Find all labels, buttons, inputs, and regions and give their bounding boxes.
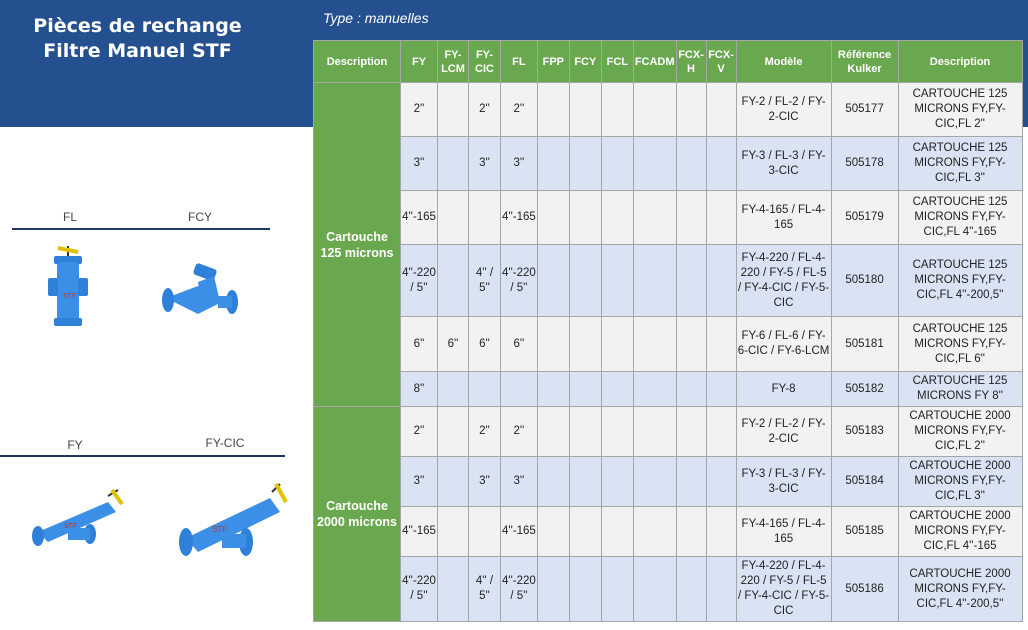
cell-desc: CARTOUCHE 2000 MICRONS FY,FY-CIC,FL 4''-200,5'' [898, 557, 1022, 622]
cell-fy-cic: 3'' [469, 137, 501, 191]
col-header-fcadm: FCADM [633, 41, 676, 83]
cell-fpp [537, 137, 569, 191]
cell-fy: 8'' [401, 372, 438, 407]
cell-fcx-v [706, 407, 736, 457]
cell-modele: FY-4-165 / FL-4-165 [736, 507, 831, 557]
cell-ref: 505186 [831, 557, 898, 622]
cell-fcadm [633, 407, 676, 457]
cell-fcx-h [676, 191, 706, 245]
cell-ref: 505184 [831, 457, 898, 507]
cell-fcx-h [676, 83, 706, 137]
cell-fy-lcm [438, 407, 469, 457]
table-row [314, 557, 1023, 622]
cell-fy-lcm [438, 372, 469, 407]
cell-fy: 2'' [401, 407, 438, 457]
cell-modele: FY-8 [736, 372, 831, 407]
cell-fcadm [633, 317, 676, 372]
cell-fcl [601, 507, 633, 557]
product-label-fy-cic: FY-CIC [205, 436, 245, 450]
col-header-fy-cic: FY-CIC [469, 41, 501, 83]
cell-fy-cic: 2'' [469, 83, 501, 137]
cell-fcx-v [706, 457, 736, 507]
col-header-reference: Référence Kulker [831, 41, 898, 83]
fl-filter-image [38, 242, 98, 334]
col-header-fcx-h: FCX-H [676, 41, 706, 83]
cell-fy-lcm [438, 457, 469, 507]
cell-fl: 4''-220 / 5'' [501, 245, 538, 317]
product-label-fy: FY [67, 438, 83, 452]
cell-modele: FY-3 / FL-3 / FY-3-CIC [736, 137, 831, 191]
cell-modele: FY-4-165 / FL-4-165 [736, 191, 831, 245]
cell-fcx-v [706, 372, 736, 407]
cell-ref: 505183 [831, 407, 898, 457]
cell-fy-lcm [438, 83, 469, 137]
col-header-fy: FY [401, 41, 438, 83]
table-row [314, 507, 1023, 557]
cell-ref: 505181 [831, 317, 898, 372]
cell-fcx-v [706, 191, 736, 245]
cell-fcy [569, 245, 601, 317]
cell-modele: FY-6 / FL-6 / FY-6-CIC / FY-6-LCM [736, 317, 831, 372]
cell-fcx-v [706, 137, 736, 191]
cell-fpp [537, 245, 569, 317]
cell-fcl [601, 83, 633, 137]
cell-ref: 505178 [831, 137, 898, 191]
cell-fy-cic: 3'' [469, 457, 501, 507]
cell-fcy [569, 317, 601, 372]
cell-fpp [537, 83, 569, 137]
cell-fcx-v [706, 507, 736, 557]
cell-fy: 2'' [401, 83, 438, 137]
cell-fy-lcm [438, 245, 469, 317]
cell-fl: 3'' [501, 457, 538, 507]
cell-fl: 2'' [501, 83, 538, 137]
cell-fpp [537, 407, 569, 457]
cell-fy-cic: 2'' [469, 407, 501, 457]
cell-fpp [537, 317, 569, 372]
cell-fy: 4''-165 [401, 507, 438, 557]
cell-fcadm [633, 457, 676, 507]
cell-fy-lcm: 6'' [438, 317, 469, 372]
cell-modele: FY-4-220 / FL-4-220 / FY-5 / FL-5 / FY-4-CIC / FY-5-CIC [736, 245, 831, 317]
group-label-cell: Cartouche 2000 microns [314, 407, 401, 622]
cell-fl: 2'' [501, 407, 538, 457]
cell-fcadm [633, 83, 676, 137]
cell-desc: CARTOUCHE 125 MICRONS FY 8'' [898, 372, 1022, 407]
divider-top [12, 228, 270, 230]
cell-fl: 4''-165 [501, 191, 538, 245]
cell-fcy [569, 137, 601, 191]
cell-fy-cic [469, 372, 501, 407]
cell-fcx-v [706, 317, 736, 372]
cell-fcy [569, 83, 601, 137]
col-header-modele: Modèle [736, 41, 831, 83]
cell-fcadm [633, 507, 676, 557]
cell-fcy [569, 407, 601, 457]
table-row [314, 372, 1023, 407]
cell-modele: FY-2 / FL-2 / FY-2-CIC [736, 83, 831, 137]
cell-desc: CARTOUCHE 125 MICRONS FY,FY-CIC,FL 4''-200,5'' [898, 245, 1022, 317]
cell-fy-lcm [438, 191, 469, 245]
col-header-description: Description [314, 41, 401, 83]
cell-fpp [537, 557, 569, 622]
table-row [314, 83, 1023, 137]
cell-fcl [601, 457, 633, 507]
page-title [10, 14, 265, 64]
cell-fcadm [633, 557, 676, 622]
cell-fcadm [633, 191, 676, 245]
group-label-cell: Cartouche 125 microns [314, 83, 401, 407]
cell-fcx-h [676, 137, 706, 191]
cell-ref: 505180 [831, 245, 898, 317]
table-row [314, 317, 1023, 372]
cell-fcx-h [676, 372, 706, 407]
cell-fcy [569, 557, 601, 622]
cell-fy-cic: 4'' / 5'' [469, 245, 501, 317]
table-header-row [314, 41, 1023, 83]
cell-fcx-h [676, 507, 706, 557]
cell-desc: CARTOUCHE 125 MICRONS FY,FY-CIC,FL 2'' [898, 83, 1022, 137]
cell-fcx-v [706, 557, 736, 622]
col-header-fcx-v: FCX-V [706, 41, 736, 83]
cell-fcx-h [676, 557, 706, 622]
cell-fl [501, 372, 538, 407]
cell-modele: FY-3 / FL-3 / FY-3-CIC [736, 457, 831, 507]
product-label-fcy: FCY [188, 210, 212, 224]
svg-text:STF: STF [64, 523, 78, 530]
cell-fy: 6'' [401, 317, 438, 372]
table-row [314, 407, 1023, 457]
cell-fpp [537, 372, 569, 407]
cell-fcl [601, 317, 633, 372]
cell-ref: 505179 [831, 191, 898, 245]
cell-fy-lcm [438, 557, 469, 622]
cell-modele: FY-4-220 / FL-4-220 / FY-5 / FL-5 / FY-4-CIC / FY-5-CIC [736, 557, 831, 622]
cell-fl: 4''-165 [501, 507, 538, 557]
title-line-2: Filtre Manuel STF [43, 40, 232, 62]
cell-fcl [601, 137, 633, 191]
cell-fcadm [633, 245, 676, 317]
col-header-fl: FL [501, 41, 538, 83]
col-header-fpp: FPP [537, 41, 569, 83]
cell-fpp [537, 507, 569, 557]
cell-fy-lcm [438, 507, 469, 557]
cell-fy-cic: 6'' [469, 317, 501, 372]
cell-desc: CARTOUCHE 125 MICRONS FY,FY-CIC,FL 6'' [898, 317, 1022, 372]
cell-fcx-h [676, 457, 706, 507]
cell-desc: CARTOUCHE 125 MICRONS FY,FY-CIC,FL 3'' [898, 137, 1022, 191]
cell-fl: 3'' [501, 137, 538, 191]
cell-fy-cic [469, 507, 501, 557]
product-label-fl: FL [62, 210, 77, 224]
cell-ref: 505177 [831, 83, 898, 137]
svg-text:STF: STF [63, 293, 77, 300]
table-row [314, 191, 1023, 245]
cell-ref: 505185 [831, 507, 898, 557]
divider-bottom [0, 455, 285, 457]
cell-fl: 4''-220 / 5'' [501, 557, 538, 622]
cell-fcy [569, 507, 601, 557]
title-line-1: Pièces de rechange [33, 15, 242, 37]
cell-fl: 6'' [501, 317, 538, 372]
cell-fcx-v [706, 245, 736, 317]
cell-fcx-h [676, 245, 706, 317]
spare-parts-table [313, 40, 1023, 622]
cell-fy-lcm [438, 137, 469, 191]
cell-fcx-h [676, 407, 706, 457]
cell-fy: 4''-220 / 5'' [401, 245, 438, 317]
cell-fcl [601, 407, 633, 457]
cell-desc: CARTOUCHE 2000 MICRONS FY,FY-CIC,FL 2'' [898, 407, 1022, 457]
col-header-fy-lcm: FY-LCM [438, 41, 469, 83]
col-header-fcl: FCL [601, 41, 633, 83]
cell-fcadm [633, 372, 676, 407]
cell-fpp [537, 191, 569, 245]
table-row [314, 457, 1023, 507]
cell-fcl [601, 245, 633, 317]
cell-fy: 3'' [401, 137, 438, 191]
cell-fcx-v [706, 83, 736, 137]
cell-fcy [569, 191, 601, 245]
cell-modele: FY-2 / FL-2 / FY-2-CIC [736, 407, 831, 457]
cell-ref: 505182 [831, 372, 898, 407]
cell-fy: 4''-165 [401, 191, 438, 245]
cell-fcl [601, 191, 633, 245]
cell-fcl [601, 557, 633, 622]
cell-fcy [569, 457, 601, 507]
fcy-filter-image [158, 262, 242, 326]
cell-fy-cic: 4'' / 5'' [469, 557, 501, 622]
table-row [314, 137, 1023, 191]
cell-fcadm [633, 137, 676, 191]
cell-fy-cic [469, 191, 501, 245]
col-header-fcy: FCY [569, 41, 601, 83]
cell-fy: 4''-220 / 5'' [401, 557, 438, 622]
col-header-description-2: Description [898, 41, 1022, 83]
svg-text:STF: STF [212, 525, 228, 534]
cell-desc: CARTOUCHE 125 MICRONS FY,FY-CIC,FL 4''-165 [898, 191, 1022, 245]
fy-filter-image [28, 488, 128, 550]
cell-fy: 3'' [401, 457, 438, 507]
cell-fcl [601, 372, 633, 407]
cell-fcy [569, 372, 601, 407]
table-row [314, 245, 1023, 317]
type-subtitle: Type : manuelles [323, 10, 429, 26]
cell-fcx-h [676, 317, 706, 372]
fy-cic-filter-image [172, 480, 294, 570]
cell-desc: CARTOUCHE 2000 MICRONS FY,FY-CIC,FL 4''-165 [898, 507, 1022, 557]
cell-desc: CARTOUCHE 2000 MICRONS FY,FY-CIC,FL 3'' [898, 457, 1022, 507]
cell-fpp [537, 457, 569, 507]
